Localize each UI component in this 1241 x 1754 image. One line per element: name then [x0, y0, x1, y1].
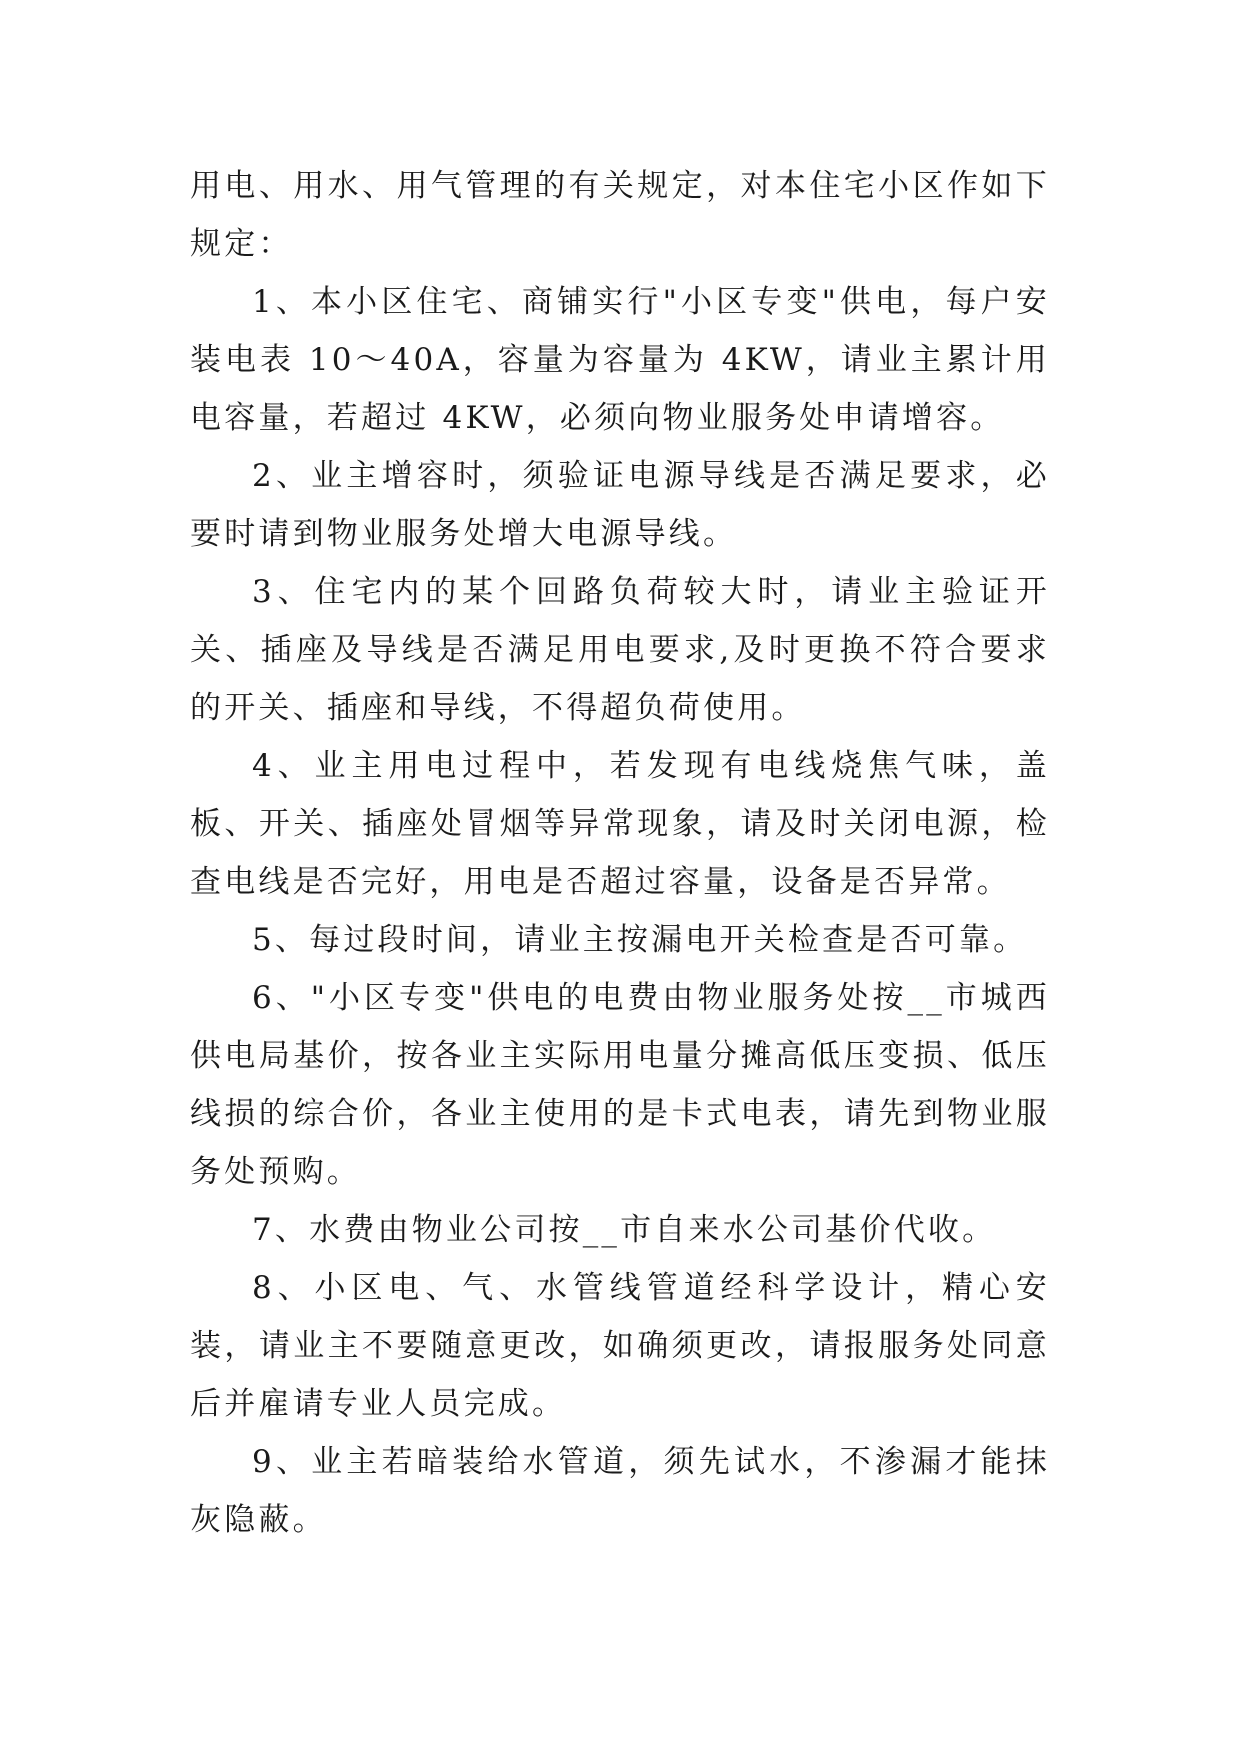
- document-page: [190, 157, 1050, 1549]
- paragraph-intro: 用电、用水、用气管理的有关规定，对本住宅小区作如下规定：: [190, 168, 1050, 262]
- paragraph-item-9: 9、业主若暗装给水管道，须先试水，不渗漏才能抹灰隐蔽。: [190, 1444, 1050, 1538]
- paragraph-item-4: 4、业主用电过程中，若发现有电线烧焦气味，盖板、开关、插座处冒烟等异常现象，请及时关闭电源，检查电线是否完好，用电是否超过容量，设备是否异常。: [190, 748, 1050, 900]
- paragraph-item-6: 6、"小区专变"供电的电费由物业服务处按__市城西供电局基价，按各业主实际用电量分摊高低压变损、低压线损的综合价，各业主使用的是卡式电表，请先到物业服务处预购。: [190, 980, 1050, 1190]
- paragraph-item-3: 3、住宅内的某个回路负荷较大时，请业主验证开关、插座及导线是否满足用电要求,及时更换不符合要求的开关、插座和导线，不得超负荷使用。: [190, 574, 1050, 726]
- paragraph-item-5: 5、每过段时间，请业主按漏电开关检查是否可靠。: [252, 922, 1028, 958]
- paragraph-item-8: 8、小区电、气、水管线管道经科学设计，精心安装，请业主不要随意更改，如确须更改，请报服务处同意后并雇请专业人员完成。: [190, 1270, 1050, 1422]
- paragraph-item-2: 2、业主增容时，须验证电源导线是否满足要求，必要时请到物业服务处增大电源导线。: [190, 458, 1050, 552]
- paragraph-item-7: 7、水费由物业公司按__市自来水公司基价代收。: [252, 1212, 997, 1248]
- paragraph-item-1: 1、本小区住宅、商铺实行"小区专变"供电，每户安装电表 10～40A，容量为容量为 4KW，请业主累计用电容量，若超过 4KW，必须向物业服务处申请增容。: [190, 284, 1050, 436]
